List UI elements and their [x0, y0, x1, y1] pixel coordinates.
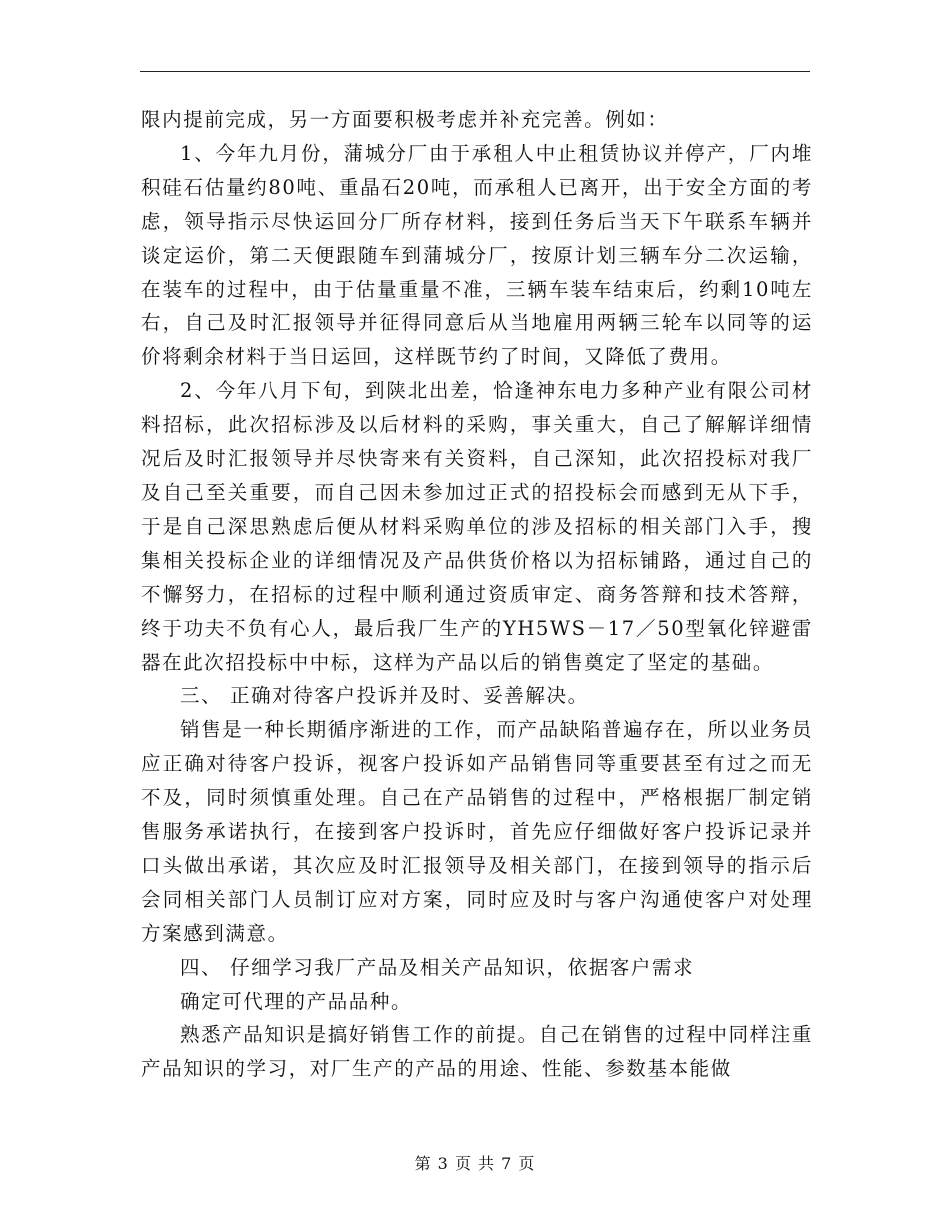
- document-body: [141, 103, 813, 1086]
- header-rule: [140, 71, 810, 72]
- paragraph-example-1: 1、今年九月份，蒲城分厂由于承租人中止租赁协议并停产，厂内堆积硅石估量约80吨、重晶石20吨，而承租人已离开，出于安全方面的考虑，领导指示尽快运回分厂所存材料，接到任务后当天下午联系车辆并谈定运价，第二天便跟随车到蒲城分厂，按原计划三辆车分二次运输，在装车的过程中，由于估量重量不准，三辆车装车结束后，约剩10吨左右，自己及时汇报领导并征得同意后从当地雇用两辆三轮车以同等的运价将剩余材料于当日运回，这样既节约了时间，又降低了费用。: [141, 141, 813, 369]
- section-heading-3: 三、 正确对待客户投诉并及时、妥善解决。: [180, 684, 589, 708]
- section-heading-4-continued: 确定可代理的产品品种。: [180, 989, 413, 1013]
- section-heading-4: 四、 仔细学习我厂产品及相关产品知识，依据客户需求: [180, 955, 695, 979]
- paragraph-continuation: 限内提前完成，另一方面要积极考虑并补充完善。例如：: [141, 108, 669, 131]
- page-number-footer: 第 3 页 共 7 页: [414, 1154, 536, 1173]
- paragraph-example-2: 2、今年八月下旬，到陕北出差，恰逢神东电力多种产业有限公司材料招标，此次招标涉及以后材料的采购，事关重大，自己了解解详细情况后及时汇报领导并尽快寄来有关资料，自己深知，此次招投标对我厂及自己至关重要，而自己因未参加过正式的招投标会而感到无从下手，于是自己深思熟虑后便从材料采购单位的涉及招标的相关部门入手，搜集相关投标企业的详细情况及产品供货价格以为招标铺路，通过自己的不懈努力，在招标的过程中顺利通过资质审定、商务答辩和技术答辩，终于功夫不负有心人，最后我厂生产的YH5WS－17／50型氧化锌避雷器在此次招投标中中标，这样为产品以后的销售奠定了坚定的基础。: [141, 379, 813, 674]
- paragraph-section-4: 熟悉产品知识是搞好销售工作的前提。自己在销售的过程中同样注重产品知识的学习，对厂生产的产品的用途、性能、参数基本能做: [141, 1023, 814, 1081]
- paragraph-section-3: 销售是一种长期循序渐进的工作，而产品缺陷普遍存在，所以业务员应正确对待客户投诉，视客户投诉如产品销售同等重要甚至有过之而无不及，同时须慎重处理。自己在产品销售的过程中，严格根据厂制定销售服务承诺执行，在接到客户投诉时，首先应仔细做好客户投诉记录并口头做出承诺，其次应及时汇报领导及相关部门，在接到领导的指示后会同相关部门人员制订应对方案，同时应及时与客户沟通使客户对处理方案感到满意。: [141, 718, 814, 945]
